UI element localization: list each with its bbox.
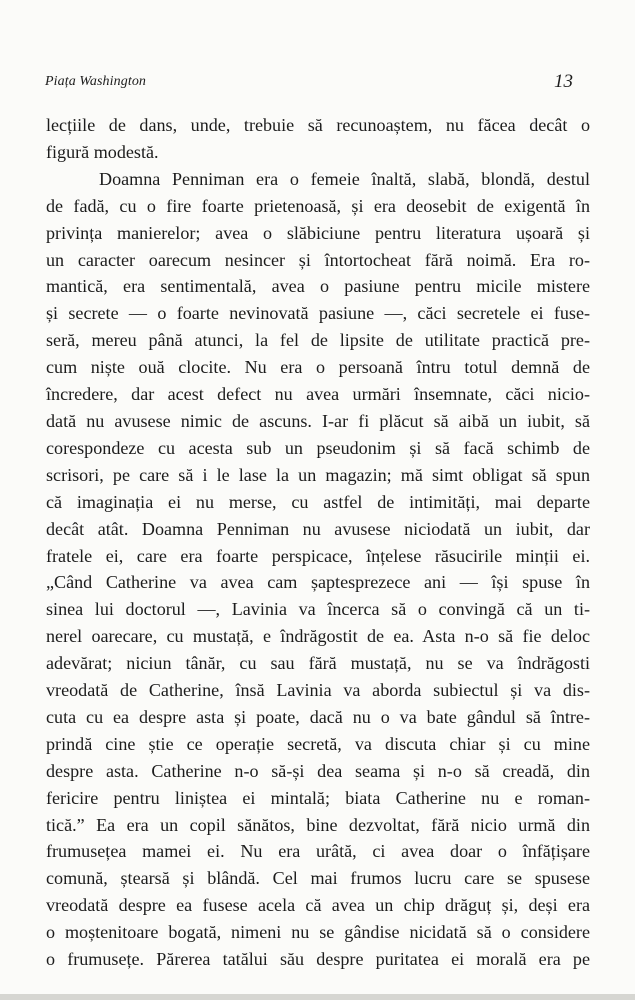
text-line: și secrete — o foarte nevinovată pasiune —, căci secretele ei fuse- [46,303,590,324]
text-line: cum niște ouă clocite. Nu era o persoană întru totul demnă de [46,357,590,378]
text-line: încredere, dar acest defect nu avea urmări însemnate, căci nicio- [46,384,590,405]
text-line: decât atât. Doamna Penniman nu avusese niciodată un iubit, dar [46,518,590,539]
text-line: mantică, era sentimentală, avea o pasiune pentru micile mistere [46,276,590,297]
text-line: tică.” Ea era un copil sănătos, bine dezvoltat, fără nicio urmă din [46,814,590,835]
body-text [46,112,590,973]
text-line: „Când Catherine va avea cam șaptesprezece ani — își spuse în [46,572,590,593]
text-line: fericire pentru liniștea ei mintală; biata Catherine nu e roman- [46,787,590,808]
page-number: 13 [554,71,573,92]
text-line: vreodată de Catherine, însă Lavinia va aborda subiectul și va dis- [46,680,590,701]
text-line: cuta cu ea despre asta și poate, dacă nu o va bate gândul să între- [46,706,590,727]
text-line: o frumusețe. Părerea tatălui său despre puritatea ei morală era pe [46,949,590,970]
text-line: sinea lui doctorul —, Lavinia va încerca să o convingă că un ti- [46,599,590,620]
text-line: că imaginația ei nu merse, cu astfel de intimități, mai departe [46,491,590,512]
text-line: scrisori, pe care să i le lase la un magazin; mă simt obligat să spun [46,464,590,485]
text-line: Doamna Penniman era o femeie înaltă, slabă, blondă, destul [99,168,590,189]
text-line: despre asta. Catherine n-o să-și dea seama și n-o să creadă, din [46,760,590,781]
text-line: vreodată despre ea fusese acela că avea un chip drăguț și, deși era [46,895,590,916]
running-head: Piața Washington [45,74,147,89]
text-line: seră, mereu până atunci, la fel de lipsite de utilitate practică pre- [46,330,590,351]
text-line: corespondeze cu acesta sub un pseudonim și să facă schimb de [46,437,590,458]
text-line: fratele ei, care era foarte perspicace, înțelese răsucirile minții ei. [46,545,590,566]
text-line: un caracter oarecum nesincer și întortocheat fără noimă. Era ro- [46,249,590,270]
page-bottom-edge [0,994,635,1000]
text-line: lecțiile de dans, unde, trebuie să recunoaștem, nu făcea decât o [46,115,590,135]
text-line: adevărat; niciun tânăr, cu sau fără mustață, nu se va îndrăgosti [46,653,590,674]
text-line: comună, ștearsă și blândă. Cel mai frumos lucru care se spusese [46,868,590,889]
text-line: o moștenitoare bogată, nimeni nu se gândise nicidată să o considere [46,922,590,943]
text-line: nerel oarecare, cu mustață, e îndrăgostit de ea. Asta n-o să fie deloc [46,626,590,647]
text-line: frumusețea mamei ei. Nu era urâtă, ci avea doar o înfățișare [46,841,590,862]
text-line: prindă cine știe ce operație secretă, va discuta chiar și cu mine [46,733,590,754]
text-line: dată nu avusese nimic de ascuns. I-ar fi plăcut să aibă un iubit, să [46,410,590,431]
text-line: figură modestă. [46,141,159,162]
text-line: de fadă, cu o fire foarte prietenoasă, și era deosebit de exigentă în [46,195,590,216]
text-line: privința manierelor; avea o slăbiciune pentru literatura ușoară și [46,222,590,243]
